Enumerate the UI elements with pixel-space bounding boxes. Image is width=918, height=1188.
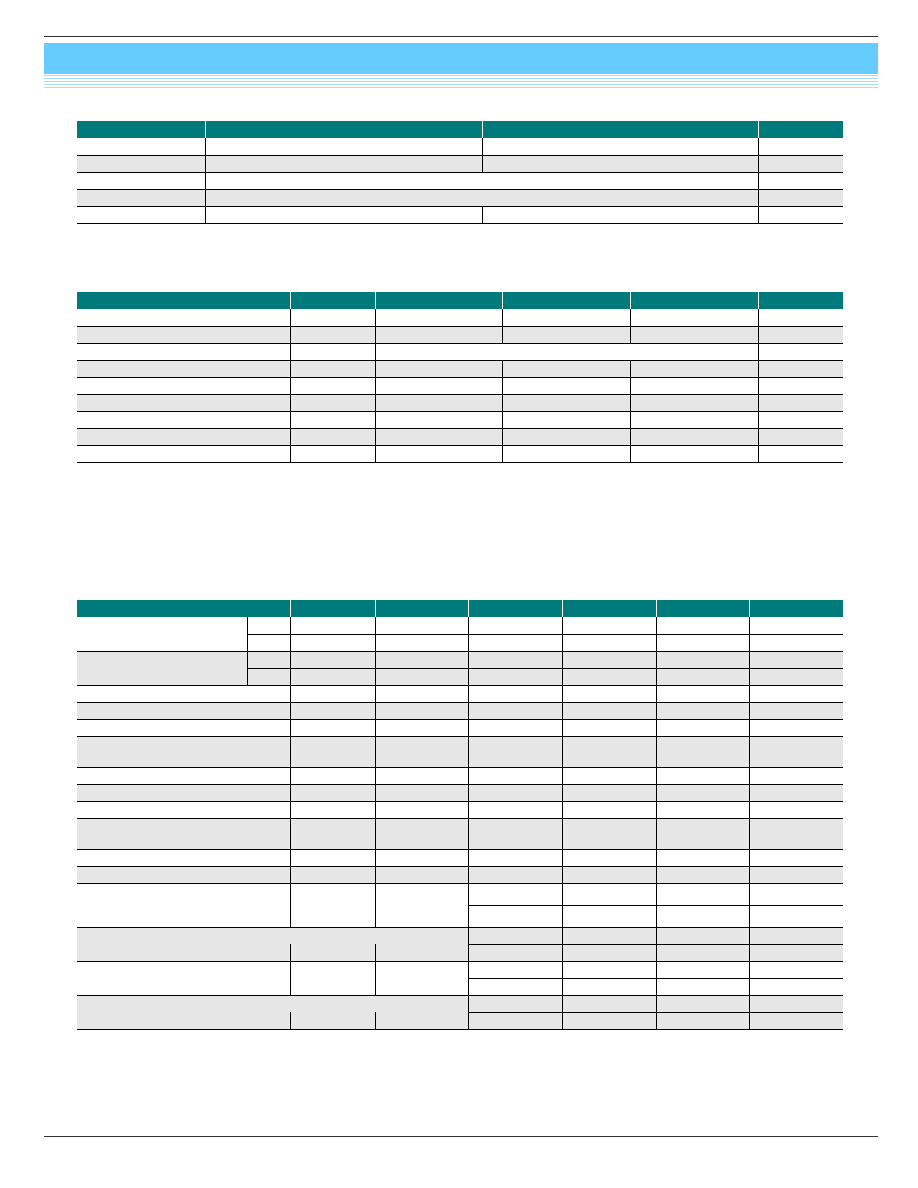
table-row xyxy=(77,172,843,189)
table-row xyxy=(77,801,843,818)
table-row xyxy=(77,651,843,668)
banner-stripes xyxy=(44,75,878,88)
table-row xyxy=(77,818,843,849)
table-header-cell xyxy=(290,292,375,309)
table-row xyxy=(77,767,843,784)
table-row xyxy=(77,360,843,377)
table-row xyxy=(77,428,843,445)
table-row xyxy=(77,377,843,394)
table-header-cell xyxy=(502,292,630,309)
table-3 xyxy=(77,600,843,1030)
table-header-cell xyxy=(482,121,758,138)
table-row xyxy=(77,155,843,172)
table-row xyxy=(77,617,843,634)
table-row xyxy=(77,702,843,719)
table-header-cell xyxy=(77,292,290,309)
header-banner xyxy=(44,43,878,74)
table-header-cell xyxy=(630,292,758,309)
table-header-cell xyxy=(562,600,656,617)
table-row xyxy=(77,927,843,944)
table-row xyxy=(77,849,843,866)
table-row xyxy=(77,138,843,155)
table-header-cell xyxy=(656,600,749,617)
table-header-cell xyxy=(77,121,205,138)
table-header-cell xyxy=(749,600,843,617)
table-row xyxy=(77,326,843,343)
table-header-cell xyxy=(77,600,290,617)
table-row xyxy=(77,883,843,905)
table-row xyxy=(77,445,843,462)
table-header-cell xyxy=(290,600,375,617)
table-row xyxy=(77,685,843,702)
table-row xyxy=(77,995,843,1012)
table-header-cell xyxy=(468,600,562,617)
table-1 xyxy=(77,121,843,224)
table-header-cell xyxy=(758,121,843,138)
table-row xyxy=(77,1012,843,1029)
table-row xyxy=(77,309,843,326)
footer-rule xyxy=(44,1136,878,1137)
table-row xyxy=(77,944,843,961)
table-row xyxy=(77,411,843,428)
table-row xyxy=(77,206,843,223)
table-row xyxy=(77,866,843,883)
table-row xyxy=(77,394,843,411)
table-row xyxy=(77,343,843,360)
top-rule xyxy=(44,36,878,37)
table-header-cell xyxy=(375,600,468,617)
table-header-cell xyxy=(375,292,502,309)
table-header-cell xyxy=(205,121,482,138)
table-row xyxy=(77,784,843,801)
table-header-cell xyxy=(758,292,843,309)
table-row xyxy=(77,719,843,736)
table-row xyxy=(77,961,843,978)
table-2 xyxy=(77,292,843,463)
table-row xyxy=(77,189,843,206)
table-row xyxy=(77,736,843,767)
footer-text xyxy=(44,1142,878,1156)
